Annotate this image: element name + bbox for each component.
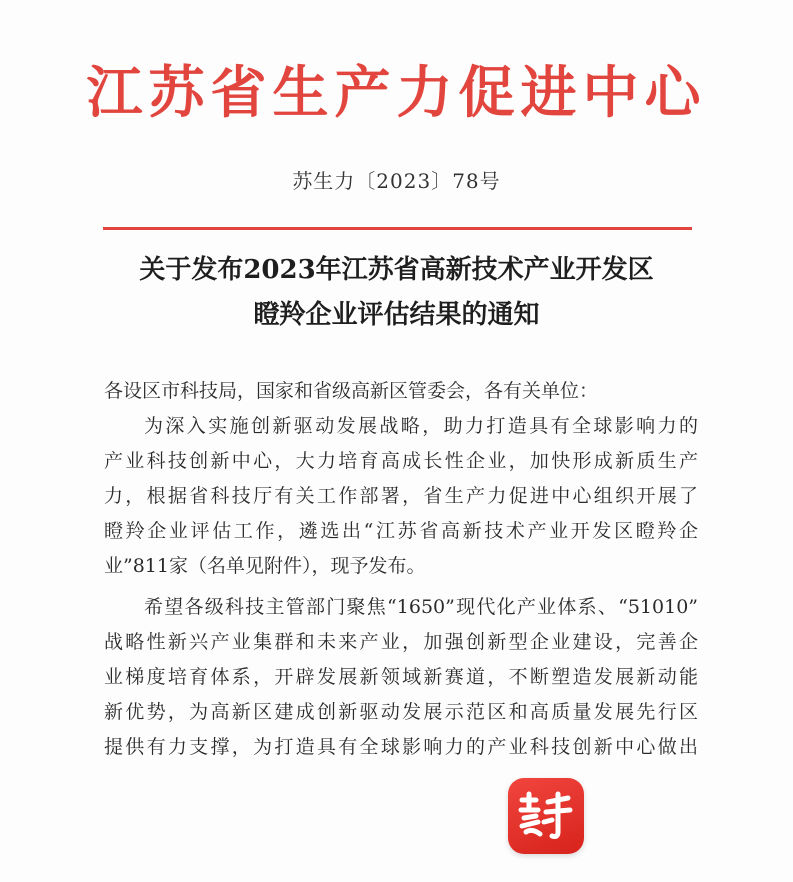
title-line: 瞪羚企业评估结果的通知	[253, 300, 540, 330]
notice-title	[0, 248, 793, 338]
paragraph-line: 力，根据省科技厅有关工作部署，省生产力促进中心组织开展了	[104, 485, 698, 507]
masthead: 江苏省生产力促进中心	[86, 60, 707, 126]
paragraph-line: 为深入实施创新驱动发展战略，助力打造具有全球影响力的	[144, 415, 698, 437]
salutation: 各设区市科技局，国家和省级高新区管委会，各有关单位：	[104, 380, 599, 402]
paragraph-line: 产业科技创新中心，大力培育高成长性企业，加快形成新质生产	[104, 450, 698, 472]
red-divider	[103, 227, 692, 230]
paragraph-line: 瞪羚企业评估工作，遴选出“江苏省高新技术产业开发区瞪羚企	[104, 520, 698, 542]
title-line: 关于发布2023年江苏省高新技术产业开发区	[139, 255, 654, 285]
notice-body	[104, 374, 698, 765]
paragraph-line: 业”811家（名单见附件），现予发布。	[104, 555, 426, 577]
paragraph-line: 战略性新兴产业集群和未来产业，加强创新型企业建设，完善企	[104, 631, 698, 653]
paragraph-line: 希望各级科技主管部门聚焦“1650”现代化产业体系、“51010”	[144, 596, 698, 618]
ziniu-app-logo-icon	[508, 778, 584, 854]
paragraph-2	[104, 590, 698, 765]
paragraph-line: 业梯度培育体系，开辟发展新领域新赛道，不断塑造发展新动能	[104, 666, 698, 688]
ziniu-logo-glyph	[516, 788, 576, 844]
paragraph-line: 新优势，为高新区建成创新驱动发展示范区和高质量发展先行区	[104, 701, 698, 723]
document-number: 苏生力〔2023〕78号	[292, 169, 501, 193]
paragraph-line: 提供有力支撑，为打造具有全球影响力的产业科技创新中心做出	[104, 736, 698, 758]
paragraph-1	[104, 409, 698, 584]
